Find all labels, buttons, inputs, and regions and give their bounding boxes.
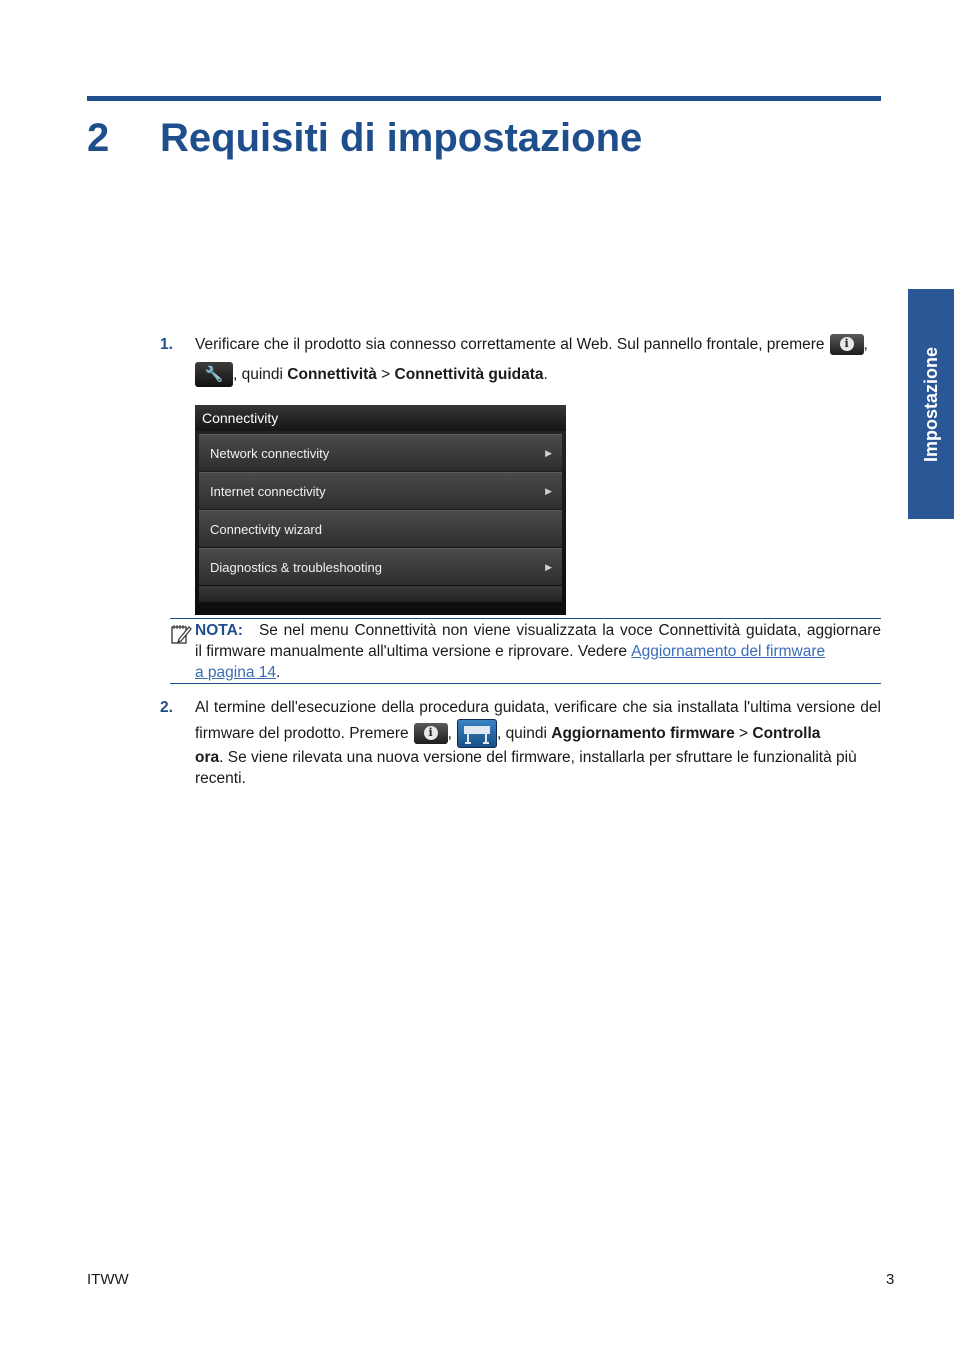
step-text: firmware del prodotto. Premere <box>195 724 409 742</box>
chapter-title: Requisiti di impostazione <box>160 115 643 160</box>
menu-path-connectivity-wizard: Connettività guidata <box>394 366 544 383</box>
path-separator: > <box>381 366 391 383</box>
step-text: . Se viene rilevata una nuova versione del firmware, installarla per sfruttare le funzionalità più <box>219 749 857 766</box>
firmware-update-link-page[interactable]: a pagina 14 <box>195 664 277 681</box>
menu-path-connectivity: Connettività <box>287 366 377 383</box>
menu-path-check-now: Controlla <box>752 724 821 742</box>
arrow-right-icon: ▶ <box>545 448 552 458</box>
section-side-tab[interactable] <box>908 289 954 519</box>
menu-path-firmware-update: Aggiornamento firmware <box>551 724 735 742</box>
note-box <box>170 618 881 684</box>
menu-item-internet-connectivity[interactable] <box>199 472 562 509</box>
step-line <box>195 697 881 718</box>
comma-text: , <box>447 724 452 742</box>
menu-item-label: Connectivity wizard <box>210 522 322 537</box>
note-text-line: Se nel menu Connettività non viene visualizzata la voce Connettività guidata, aggiornare <box>258 622 881 639</box>
note-text-line: il firmware manualmente all'ultima versione e riprovare. Vedere <box>195 643 627 660</box>
step-line <box>195 747 881 768</box>
step-body <box>195 697 881 789</box>
chapter-heading <box>87 110 642 166</box>
note-pencil-icon <box>170 623 192 651</box>
page-number: 3 <box>886 1271 895 1288</box>
connectivity-panel-screenshot <box>195 405 566 615</box>
menu-item-label: Internet connectivity <box>210 484 326 499</box>
menu-item-label: Diagnostics & troubleshooting <box>210 560 382 575</box>
period: . <box>276 664 281 681</box>
firmware-update-link[interactable]: Aggiornamento del firmware <box>631 643 826 660</box>
step-number: 2. <box>160 699 173 716</box>
panel-empty-row <box>199 586 562 602</box>
step-line <box>195 768 881 789</box>
menu-item-connectivity-wizard[interactable] <box>199 510 562 547</box>
chapter-rule <box>87 96 881 101</box>
step-body <box>195 334 881 388</box>
arrow-right-icon: ▶ <box>545 486 552 496</box>
info-button-icon <box>830 334 864 355</box>
chapter-number: 2 <box>87 115 110 160</box>
panel-title: Connectivity <box>195 405 566 431</box>
note-line <box>195 641 881 662</box>
step-text: Verificare che il prodotto sia connesso correttamente al Web. Sul pannello frontale, premere <box>195 336 825 353</box>
footer-left: ITWW <box>87 1271 129 1288</box>
path-separator: > <box>739 724 749 742</box>
step-text: , quindi <box>496 724 547 742</box>
wrench-icon: 🔧 <box>195 362 233 387</box>
step-line <box>195 719 881 747</box>
step-text: recenti. <box>195 770 246 787</box>
note-line <box>195 620 881 641</box>
arrow-right-icon: ▶ <box>545 562 552 572</box>
side-tab-label: Impostazione <box>920 346 941 462</box>
period: . <box>543 366 548 383</box>
printer-icon <box>457 719 497 748</box>
step-line <box>195 361 881 388</box>
comma-text: , <box>863 336 868 353</box>
menu-item-diagnostics[interactable] <box>199 548 562 585</box>
menu-path-check-now-cont: ora <box>195 749 220 766</box>
note-label: NOTA: <box>195 622 243 639</box>
note-line <box>195 662 881 683</box>
note-text <box>195 620 881 683</box>
step-text: , quindi <box>233 366 283 383</box>
info-button-icon <box>414 723 448 744</box>
menu-item-label: Network connectivity <box>210 446 330 461</box>
step-text: Al termine dell'esecuzione della procedura guidata, verificare che sia installata l'ultima versione del <box>195 699 881 716</box>
step-number: 1. <box>160 336 173 353</box>
step-line <box>195 334 881 355</box>
menu-item-network-connectivity[interactable] <box>199 434 562 471</box>
